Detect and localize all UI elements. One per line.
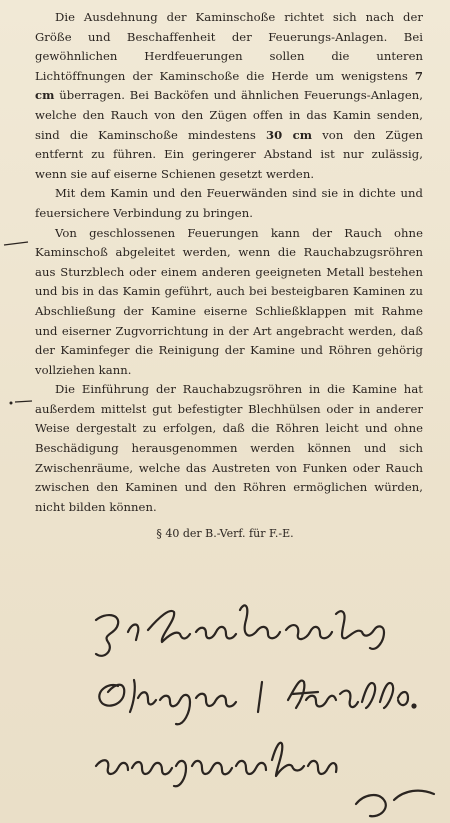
paragraph-1-text-b: überragen. Bei Backöfen und ähnlichen Feuerungs-Anlagen, welche den Rauch von den Zügen offen in das Kamin senden, sind die Kaminschoße mindestens	[35, 88, 423, 142]
paragraph-2-text: Mit dem Kamin und den Feuerwänden sind sie in dichte und feuersichere Verbindung zu bringen.	[35, 186, 423, 220]
paragraph-1	[35, 8, 423, 184]
document-body	[35, 8, 423, 517]
paragraph-1-text-a: Die Ausdehnung der Kaminschoße richtet sich nach der Größe und Beschaffenheit der Feuerungs-Anlagen. Bei gewöhnlichen Herdfeuerungen sollen die unteren Lichtöffnungen der Kaminschoße die Herde um wenigstens	[35, 10, 423, 83]
measure-7cm: 7 cm	[35, 68, 423, 103]
paragraph-3-text: Von geschlossenen Feuerungen kann der Rauch ohne Kaminschoß abgeleitet werden, wenn die Rauchabzugsröhren aus Sturzblech oder einem anderen geeigneten Metall bestehen und bis in das Kamin geführt, auch bei besteigbaren Kaminen zu Abschließung der Kamine eiserne Schließklappen mit Rahme und eiserner Zugvorrichtung in der Art angebracht werden, daß der Kaminfeger die Reinigung der Kamine und Röhren gehörig vollziehen kann.	[35, 225, 423, 377]
signature-drawing	[0, 590, 450, 823]
paragraph-2	[35, 184, 423, 223]
source-reference: § 40 der B.-Verf. für F.-E.	[156, 527, 294, 540]
margin-tick-mark	[2, 238, 32, 250]
paragraph-1-text-c: von den Zügen entfernt zu führen. Ein geringerer Abstand ist nur zulässig, wenn sie auf eiserne Schienen gesetzt werden.	[35, 127, 423, 181]
paragraph-4	[35, 380, 423, 517]
handwritten-signature	[0, 590, 450, 823]
paragraph-3	[35, 224, 423, 381]
paragraph-4-text: Die Einführung der Rauchabzugsröhren in die Kamine hat außerdem mittelst gut befestigter Blechhülsen oder in anderer Weise dergestalt zu erfolgen, daß die Röhren leicht und ohne Beschädigung herausgenommen werden können und sich Zwischenräume, welche das Austreten von Funken oder Rauch zwischen den Kaminen und den Röhren ermöglichen würden, nicht bilden können.	[35, 382, 423, 514]
margin-dot-mark	[2, 396, 36, 408]
measure-30cm: 30 cm	[265, 127, 313, 142]
